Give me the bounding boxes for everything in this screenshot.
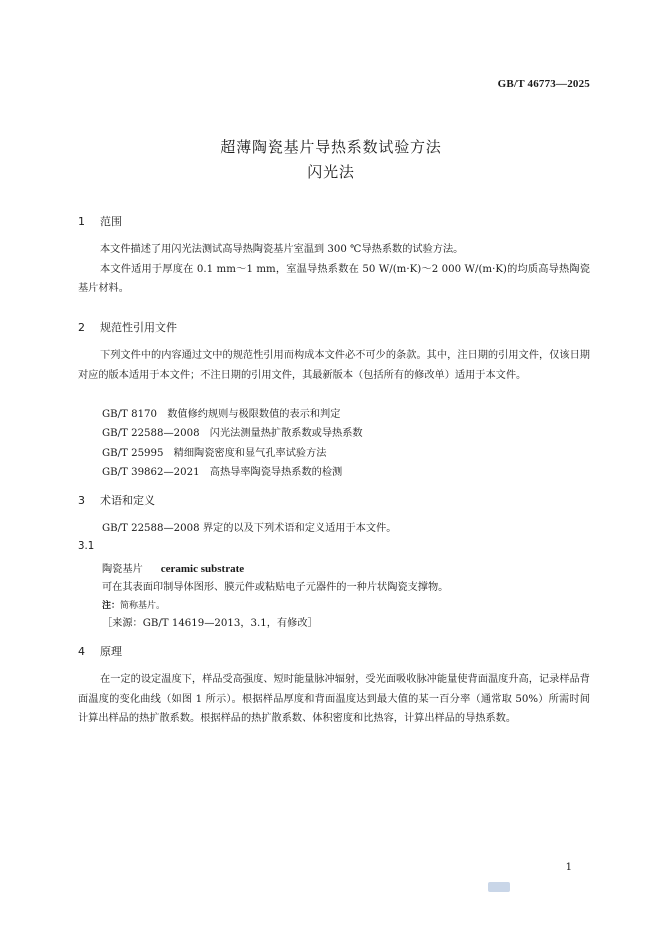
reference-item: GB/T 25995 精细陶瓷密度和显气孔率试验方法 — [102, 448, 327, 459]
reference-item: GB/T 8170 数值修约规则与极限数值的表示和判定 — [102, 409, 341, 420]
reference-item: GB/T 39862—2021 高热导率陶瓷导热系数的检测 — [102, 467, 343, 478]
term-english: ceramic substrate — [160, 563, 245, 575]
term-chinese: 陶瓷基片 — [102, 564, 143, 575]
paragraph: GB/T 22588—2008 界定的以及下列术语和定义适用于本文件。 — [102, 523, 397, 534]
watermark-logo — [488, 882, 510, 892]
section-heading-4 — [78, 643, 122, 659]
page-number: 1 — [565, 862, 572, 873]
paragraph: 在一定的设定温度下，样品受高强度、短时能量脉冲辐射，受光面吸收脉冲能量使背面温度升高，记录样品背面温度的变化曲线（如图 1 所示）。根据样品厚度和背面温度达到最大值的某一百分率（通常取 50%）所需时间计算出样品的热扩散系数。根据样品的热扩散系数、体积密度和比热容，计算出样品的导热系数。 — [78, 674, 590, 725]
section-1-body — [78, 240, 590, 299]
section-2-body — [78, 346, 590, 385]
term-note — [102, 598, 165, 611]
paragraph: 下列文件中的内容通过文中的规范性引用而构成本文件必不可少的条款。其中，注日期的引用文件，仅该日期对应的版本适用于本文件；不注日期的引用文件，其最新版本（包括所有的修改单）适用于本文件。 — [78, 350, 590, 381]
section-title: 原理 — [100, 645, 122, 658]
document-title: 超薄陶瓷基片导热系数试验方法 — [220, 138, 442, 156]
section-4-body — [78, 670, 590, 729]
section-heading-3 — [78, 492, 155, 508]
section-number: 3 — [78, 494, 85, 507]
term-entry — [102, 560, 244, 575]
paragraph: 本文件描述了用闪光法测试高导热陶瓷基片室温到 300 ℃导热系数的试验方法。 — [100, 244, 464, 255]
term-source: ［来源：GB/T 14619—2013，3.1，有修改］ — [102, 618, 318, 629]
section-heading-1 — [78, 213, 122, 229]
reference-item: GB/T 22588—2008 闪光法测量热扩散系数或导热系数 — [102, 428, 363, 439]
section-number: 2 — [78, 321, 85, 334]
standard-number: GB/T 46773—2025 — [497, 78, 590, 90]
note-label: 注： — [102, 601, 121, 611]
paragraph: 本文件适用于厚度在 0.1 mm～1 mm，室温导热系数在 50 W/(m·K)～2 000 W/(m·K)的均质高导热陶瓷基片材料。 — [78, 263, 590, 295]
section-number: 1 — [78, 215, 85, 228]
term-number: 3.1 — [78, 541, 95, 552]
section-number: 4 — [78, 645, 85, 658]
section-title: 术语和定义 — [100, 494, 155, 507]
term-definition: 可在其表面印制导体图形、膜元件或粘贴电子元器件的一种片状陶瓷支撑物。 — [102, 582, 449, 593]
section-title: 规范性引用文件 — [100, 321, 177, 334]
note-text: 简称基片。 — [120, 601, 166, 611]
document-subtitle: 闪光法 — [307, 163, 355, 181]
section-heading-2 — [78, 319, 177, 335]
section-title: 范围 — [100, 215, 122, 228]
